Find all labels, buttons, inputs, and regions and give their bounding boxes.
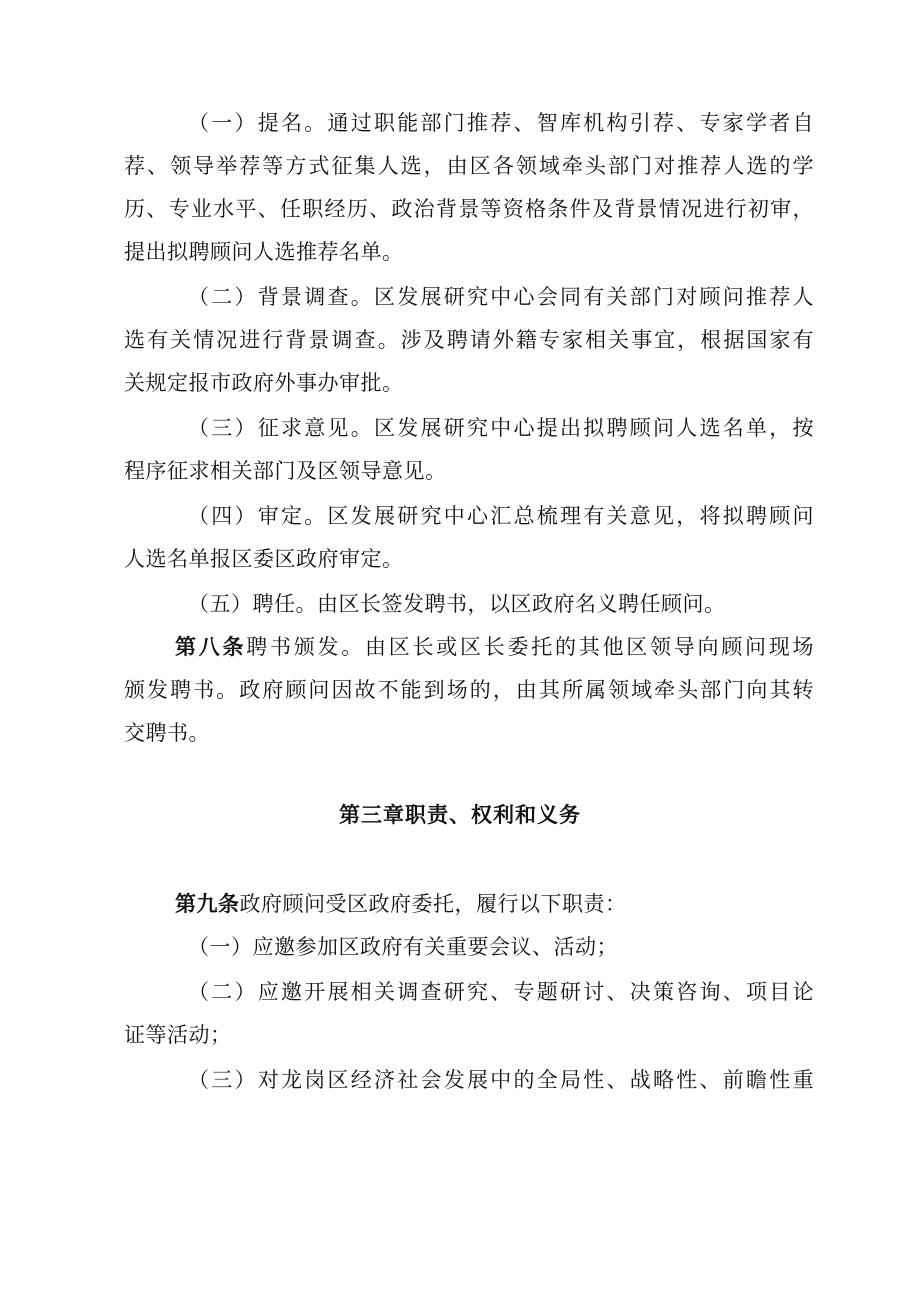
duty-3-line-1: （三）对龙岗区经济社会发展中的全局性、战略性、前瞻性重 <box>188 1068 814 1092</box>
article-8-line-3: 交聘书。 <box>124 721 210 745</box>
paragraph-1-line-1: （一）提名。通过职能部门推荐、智库机构引荐、专家学者自 <box>188 111 814 135</box>
article-9-label: 第九条 <box>175 892 240 916</box>
article-8-line-1 <box>175 632 814 662</box>
article-8-label: 第八条 <box>175 635 247 659</box>
duty-1-line-1: （一）应邀参加区政府有关重要会议、活动； <box>188 935 618 959</box>
paragraph-1-line-2: 荐、领导举荐等方式征集人选，由区各领域牵头部门对推荐人选的学 <box>124 154 814 178</box>
chapter-title: 第三章职责、权利和义务 <box>339 803 581 827</box>
paragraph-3-line-2: 程序征求相关部门及区领导意见。 <box>124 459 447 483</box>
paragraph-4-line-2: 人选名单报区委区政府审定。 <box>124 547 404 571</box>
paragraph-2-line-3: 关规定报市政府外事办审批。 <box>124 371 404 395</box>
paragraph-1-line-4: 提出拟聘顾问人选推荐名单。 <box>124 240 404 264</box>
duty-2-line-1: （二）应邀开展相关调查研究、专题研讨、决策咨询、项目论 <box>188 980 814 1004</box>
article-9-text: 政府顾问受区政府委托，履行以下职责： <box>239 892 627 916</box>
paragraph-2-line-1: （二）背景调查。区发展研究中心会同有关部门对顾问推荐人 <box>188 285 814 309</box>
duty-2-line-2: 证等活动； <box>124 1023 232 1047</box>
paragraph-4-line-1: （四）审定。区发展研究中心汇总梳理有关意见，将拟聘顾问 <box>188 504 814 528</box>
paragraph-2-line-2: 选有关情况进行背景调查。涉及聘请外籍专家相关事宜，根据国家有 <box>124 328 814 352</box>
paragraph-5-line-1: （五）聘任。由区长签发聘书，以区政府名义聘任顾问。 <box>188 592 726 616</box>
article-9-line-1 <box>175 889 814 919</box>
article-8-first-line: 聘书颁发。由区长或区长委托的其他区领导向顾问现场 <box>246 635 814 659</box>
paragraph-1-line-3: 历、专业水平、任职经历、政治背景等资格条件及背景情况进行初审， <box>124 197 814 221</box>
article-8-line-2: 颁发聘书。政府顾问因故不能到场的，由其所属领域牵头部门向其转 <box>124 678 814 702</box>
paragraph-3-line-1: （三）征求意见。区发展研究中心提出拟聘顾问人选名单，按 <box>188 416 814 440</box>
